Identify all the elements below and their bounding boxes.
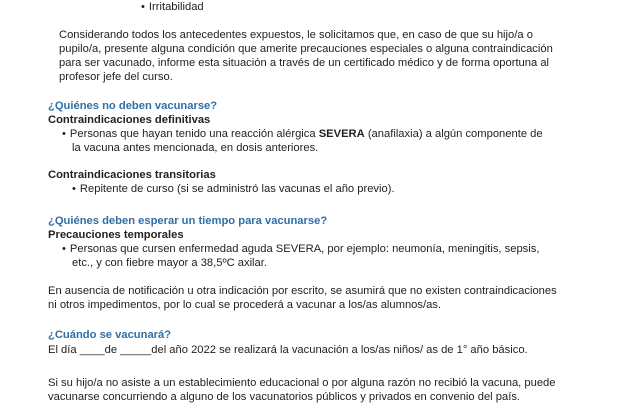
- list-item-text: Irritabilidad: [148, 1, 204, 13]
- bullet-definitiva-bold: SEVERA: [318, 128, 365, 140]
- final-line-1: Si su hijo/a no asiste a un establecimiento educacional o por alguna razón no recibió la vacuna, puede: [48, 377, 556, 389]
- bullet-transitoria-text: Repitente de curso (si se administró las vacunas el año previo).: [79, 183, 395, 195]
- bullet-temporal: [62, 242, 539, 256]
- bullet-transitoria: [72, 182, 395, 196]
- list-item-irritabilidad: [141, 0, 204, 14]
- intro-line-2: pupilo/a, presente alguna condición que amerite precauciones especiales o alguna contraindicación: [59, 43, 553, 55]
- cuando-line-1: El día ____de _____del año 2022 se realizará la vacunación a los/as niños/ as de 1° año básico.: [48, 344, 528, 356]
- subheading-temporales: Precauciones temporales: [48, 229, 184, 241]
- bullet-definitiva-post: (anafilaxia) a algún componente de: [367, 128, 543, 140]
- bullet-definitiva-pre: Personas que hayan tenido una reacción alérgica: [69, 128, 316, 140]
- intro-line-3: para ser vacunado, informe esta situación a través de un certificado médico y de forma oportuna al: [59, 57, 550, 69]
- ausencia-line-1: En ausencia de notificación u otra indicación por escrito, se asumirá que no existen contraindicaciones: [48, 285, 557, 297]
- bullet-temporal-line-2: etc., y con fiebre mayor a 38,5ºC axilar.: [72, 257, 267, 269]
- final-line-2: vacunarse concurriendo a alguno de los vacunatorios públicos y privados en convenio del país.: [48, 391, 521, 403]
- heading-no-deben: ¿Quiénes no deben vacunarse?: [48, 100, 218, 112]
- bullet-temporal-text: Personas que cursen enfermedad aguda SEVERA, por ejemplo: neumonía, meningitis, sepsis,: [69, 243, 540, 255]
- bullet-definitiva: [62, 127, 543, 141]
- intro-line-4: profesor jefe del curso.: [59, 71, 173, 83]
- bullet-definitiva-line-2: la vacuna antes mencionada, en dosis anteriores.: [72, 142, 319, 154]
- heading-cuando: ¿Cuándo se vacunará?: [48, 329, 172, 341]
- heading-esperar: ¿Quiénes deben esperar un tiempo para vacunarse?: [48, 215, 328, 227]
- subheading-transitorias: Contraindicaciones transitorias: [48, 169, 216, 181]
- ausencia-line-2: ni otros impedimentos, por lo cual se procederá a vacunar a los/as alumnos/as.: [48, 299, 442, 311]
- subheading-definitivas: Contraindicaciones definitivas: [48, 114, 211, 126]
- intro-line-1: Considerando todos los antecedentes expuestos, le solicitamos que, en caso de que su hijo/a o: [59, 29, 533, 41]
